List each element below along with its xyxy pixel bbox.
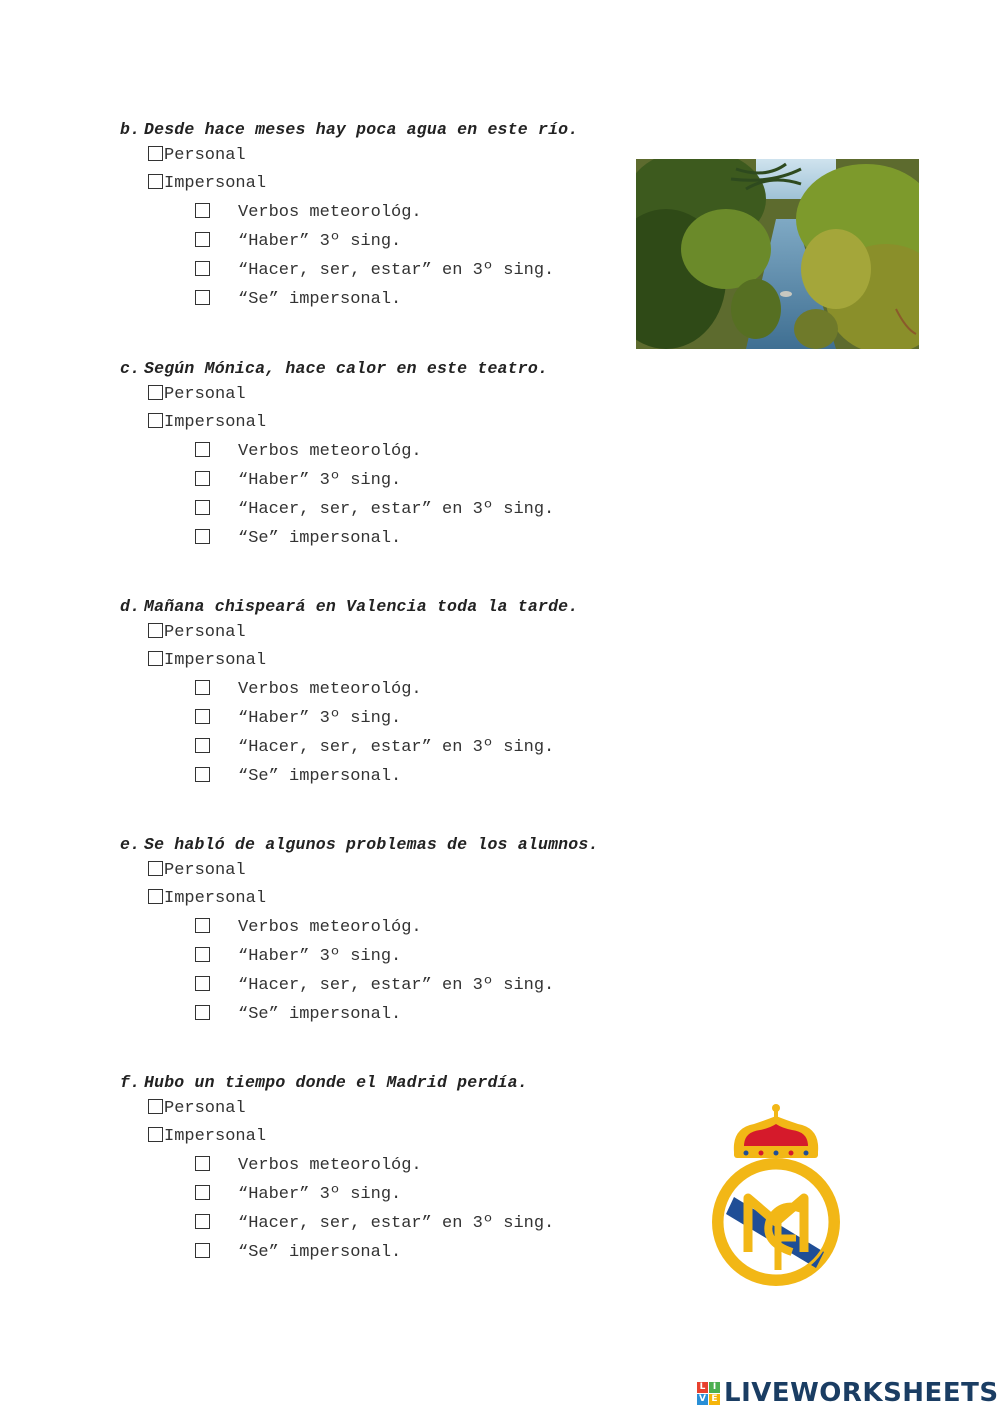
option-impersonal[interactable]: [120, 884, 680, 913]
option-meteo[interactable]: [120, 437, 680, 466]
live-badge-icon: [697, 1382, 720, 1405]
option-label: “Hacer, ser, estar” en 3º sing.: [238, 738, 555, 757]
question-d: [120, 594, 680, 791]
badge-letter: I: [709, 1382, 720, 1393]
option-label: Personal: [164, 861, 246, 880]
option-label: “Haber” 3º sing.: [238, 1185, 402, 1204]
checkbox-hacer[interactable]: [195, 738, 210, 753]
question-b: [120, 117, 680, 314]
option-label: Verbos meteorológ.: [238, 918, 422, 937]
checkbox-se[interactable]: [195, 767, 210, 782]
option-hacer[interactable]: [120, 733, 680, 762]
option-hacer[interactable]: [120, 495, 680, 524]
crown: [734, 1104, 818, 1158]
question-text: Hubo un tiempo donde el Madrid perdía.: [144, 1073, 528, 1092]
checkbox-haber[interactable]: [195, 471, 210, 486]
checkbox-personal[interactable]: [148, 385, 163, 400]
checkbox-se[interactable]: [195, 1005, 210, 1020]
option-se[interactable]: [120, 285, 680, 314]
question-text: Según Mónica, hace calor en este teatro.: [144, 359, 549, 378]
option-label: “Hacer, ser, estar” en 3º sing.: [238, 261, 555, 280]
question-title: [120, 356, 680, 382]
checkbox-hacer[interactable]: [195, 976, 210, 991]
option-haber[interactable]: [120, 227, 680, 256]
option-se[interactable]: [120, 1238, 680, 1267]
checkbox-meteo[interactable]: [195, 442, 210, 457]
checkbox-meteo[interactable]: [195, 680, 210, 695]
option-haber[interactable]: [120, 1180, 680, 1209]
checkbox-haber[interactable]: [195, 1185, 210, 1200]
question-text: Se habló de algunos problemas de los alumnos.: [144, 835, 599, 854]
question-letter: f.: [120, 1073, 141, 1092]
checkbox-hacer[interactable]: [195, 1214, 210, 1229]
checkbox-haber[interactable]: [195, 709, 210, 724]
checkbox-impersonal[interactable]: [148, 1127, 163, 1142]
badge-letter: V: [697, 1394, 708, 1405]
option-personal[interactable]: [120, 143, 680, 169]
option-hacer[interactable]: [120, 971, 680, 1000]
option-impersonal[interactable]: [120, 169, 680, 198]
option-haber[interactable]: [120, 466, 680, 495]
option-label: “Haber” 3º sing.: [238, 232, 402, 251]
checkbox-haber[interactable]: [195, 947, 210, 962]
option-haber[interactable]: [120, 942, 680, 971]
option-label: “Se” impersonal.: [238, 1005, 402, 1024]
option-label: “Haber” 3º sing.: [238, 471, 402, 490]
option-personal[interactable]: [120, 382, 680, 408]
option-se[interactable]: [120, 1000, 680, 1029]
option-impersonal[interactable]: [120, 1122, 680, 1151]
option-label: Verbos meteorológ.: [238, 203, 422, 222]
option-label: Impersonal: [164, 1127, 267, 1146]
option-impersonal[interactable]: [120, 408, 680, 437]
option-se[interactable]: [120, 762, 680, 791]
option-label: Verbos meteorológ.: [238, 442, 422, 461]
option-label: Verbos meteorológ.: [238, 680, 422, 699]
option-label: “Se” impersonal.: [238, 767, 402, 786]
badge-letter: E: [709, 1394, 720, 1405]
question-c: [120, 356, 680, 553]
question-letter: d.: [120, 597, 141, 616]
option-personal[interactable]: [120, 858, 680, 884]
checkbox-impersonal[interactable]: [148, 651, 163, 666]
question-f: [120, 1070, 680, 1267]
option-label: Impersonal: [164, 651, 267, 670]
option-label: “Hacer, ser, estar” en 3º sing.: [238, 976, 555, 995]
option-label: “Se” impersonal.: [238, 529, 402, 548]
option-label: “Haber” 3º sing.: [238, 947, 402, 966]
option-label: “Hacer, ser, estar” en 3º sing.: [238, 500, 555, 519]
checkbox-impersonal[interactable]: [148, 413, 163, 428]
option-meteo[interactable]: [120, 913, 680, 942]
option-personal[interactable]: [120, 1096, 680, 1122]
question-text: Mañana chispeará en Valencia toda la tarde.: [144, 597, 579, 616]
question-letter: e.: [120, 835, 141, 854]
option-meteo[interactable]: [120, 675, 680, 704]
option-haber[interactable]: [120, 704, 680, 733]
option-label: “Se” impersonal.: [238, 1243, 402, 1262]
option-se[interactable]: [120, 524, 680, 553]
liveworksheets-logo: [697, 1377, 999, 1409]
checkbox-impersonal[interactable]: [148, 889, 163, 904]
option-meteo[interactable]: [120, 198, 680, 227]
option-label: Personal: [164, 1099, 246, 1118]
option-personal[interactable]: [120, 620, 680, 646]
option-label: Verbos meteorológ.: [238, 1156, 422, 1175]
option-hacer[interactable]: [120, 256, 680, 285]
checkbox-haber[interactable]: [195, 232, 210, 247]
question-letter: c.: [120, 359, 141, 378]
option-impersonal[interactable]: [120, 646, 680, 675]
question-title: [120, 1070, 680, 1096]
question-title: [120, 832, 680, 858]
checkbox-hacer[interactable]: [195, 261, 210, 276]
checkbox-se[interactable]: [195, 1243, 210, 1258]
football-club-crest: [704, 1102, 848, 1287]
option-label: Impersonal: [164, 174, 267, 193]
option-label: Personal: [164, 146, 246, 165]
question-title: [120, 594, 680, 620]
checkbox-personal[interactable]: [148, 861, 163, 876]
option-label: Personal: [164, 623, 246, 642]
question-e: [120, 832, 680, 1029]
badge-letter: L: [697, 1382, 708, 1393]
option-hacer[interactable]: [120, 1209, 680, 1238]
checkbox-se[interactable]: [195, 290, 210, 305]
checkbox-personal[interactable]: [148, 1099, 163, 1114]
option-label: Impersonal: [164, 413, 267, 432]
checkbox-meteo[interactable]: [195, 203, 210, 218]
checkbox-hacer[interactable]: [195, 500, 210, 515]
question-text: Desde hace meses hay poca agua en este río.: [144, 120, 579, 139]
brand-name: LIVEWORKSHEETS: [724, 1378, 999, 1408]
option-label: Personal: [164, 385, 246, 404]
question-letter: b.: [120, 120, 141, 139]
checkbox-personal[interactable]: [148, 623, 163, 638]
option-label: “Hacer, ser, estar” en 3º sing.: [238, 1214, 555, 1233]
checkbox-impersonal[interactable]: [148, 174, 163, 189]
option-label: Impersonal: [164, 889, 267, 908]
question-title: [120, 117, 680, 143]
crest-circle: [712, 1158, 840, 1286]
option-label: “Se” impersonal.: [238, 290, 402, 309]
river-photo: [636, 159, 919, 349]
checkbox-meteo[interactable]: [195, 918, 210, 933]
checkbox-se[interactable]: [195, 529, 210, 544]
option-meteo[interactable]: [120, 1151, 680, 1180]
checkbox-meteo[interactable]: [195, 1156, 210, 1171]
checkbox-personal[interactable]: [148, 146, 163, 161]
option-label: “Haber” 3º sing.: [238, 709, 402, 728]
